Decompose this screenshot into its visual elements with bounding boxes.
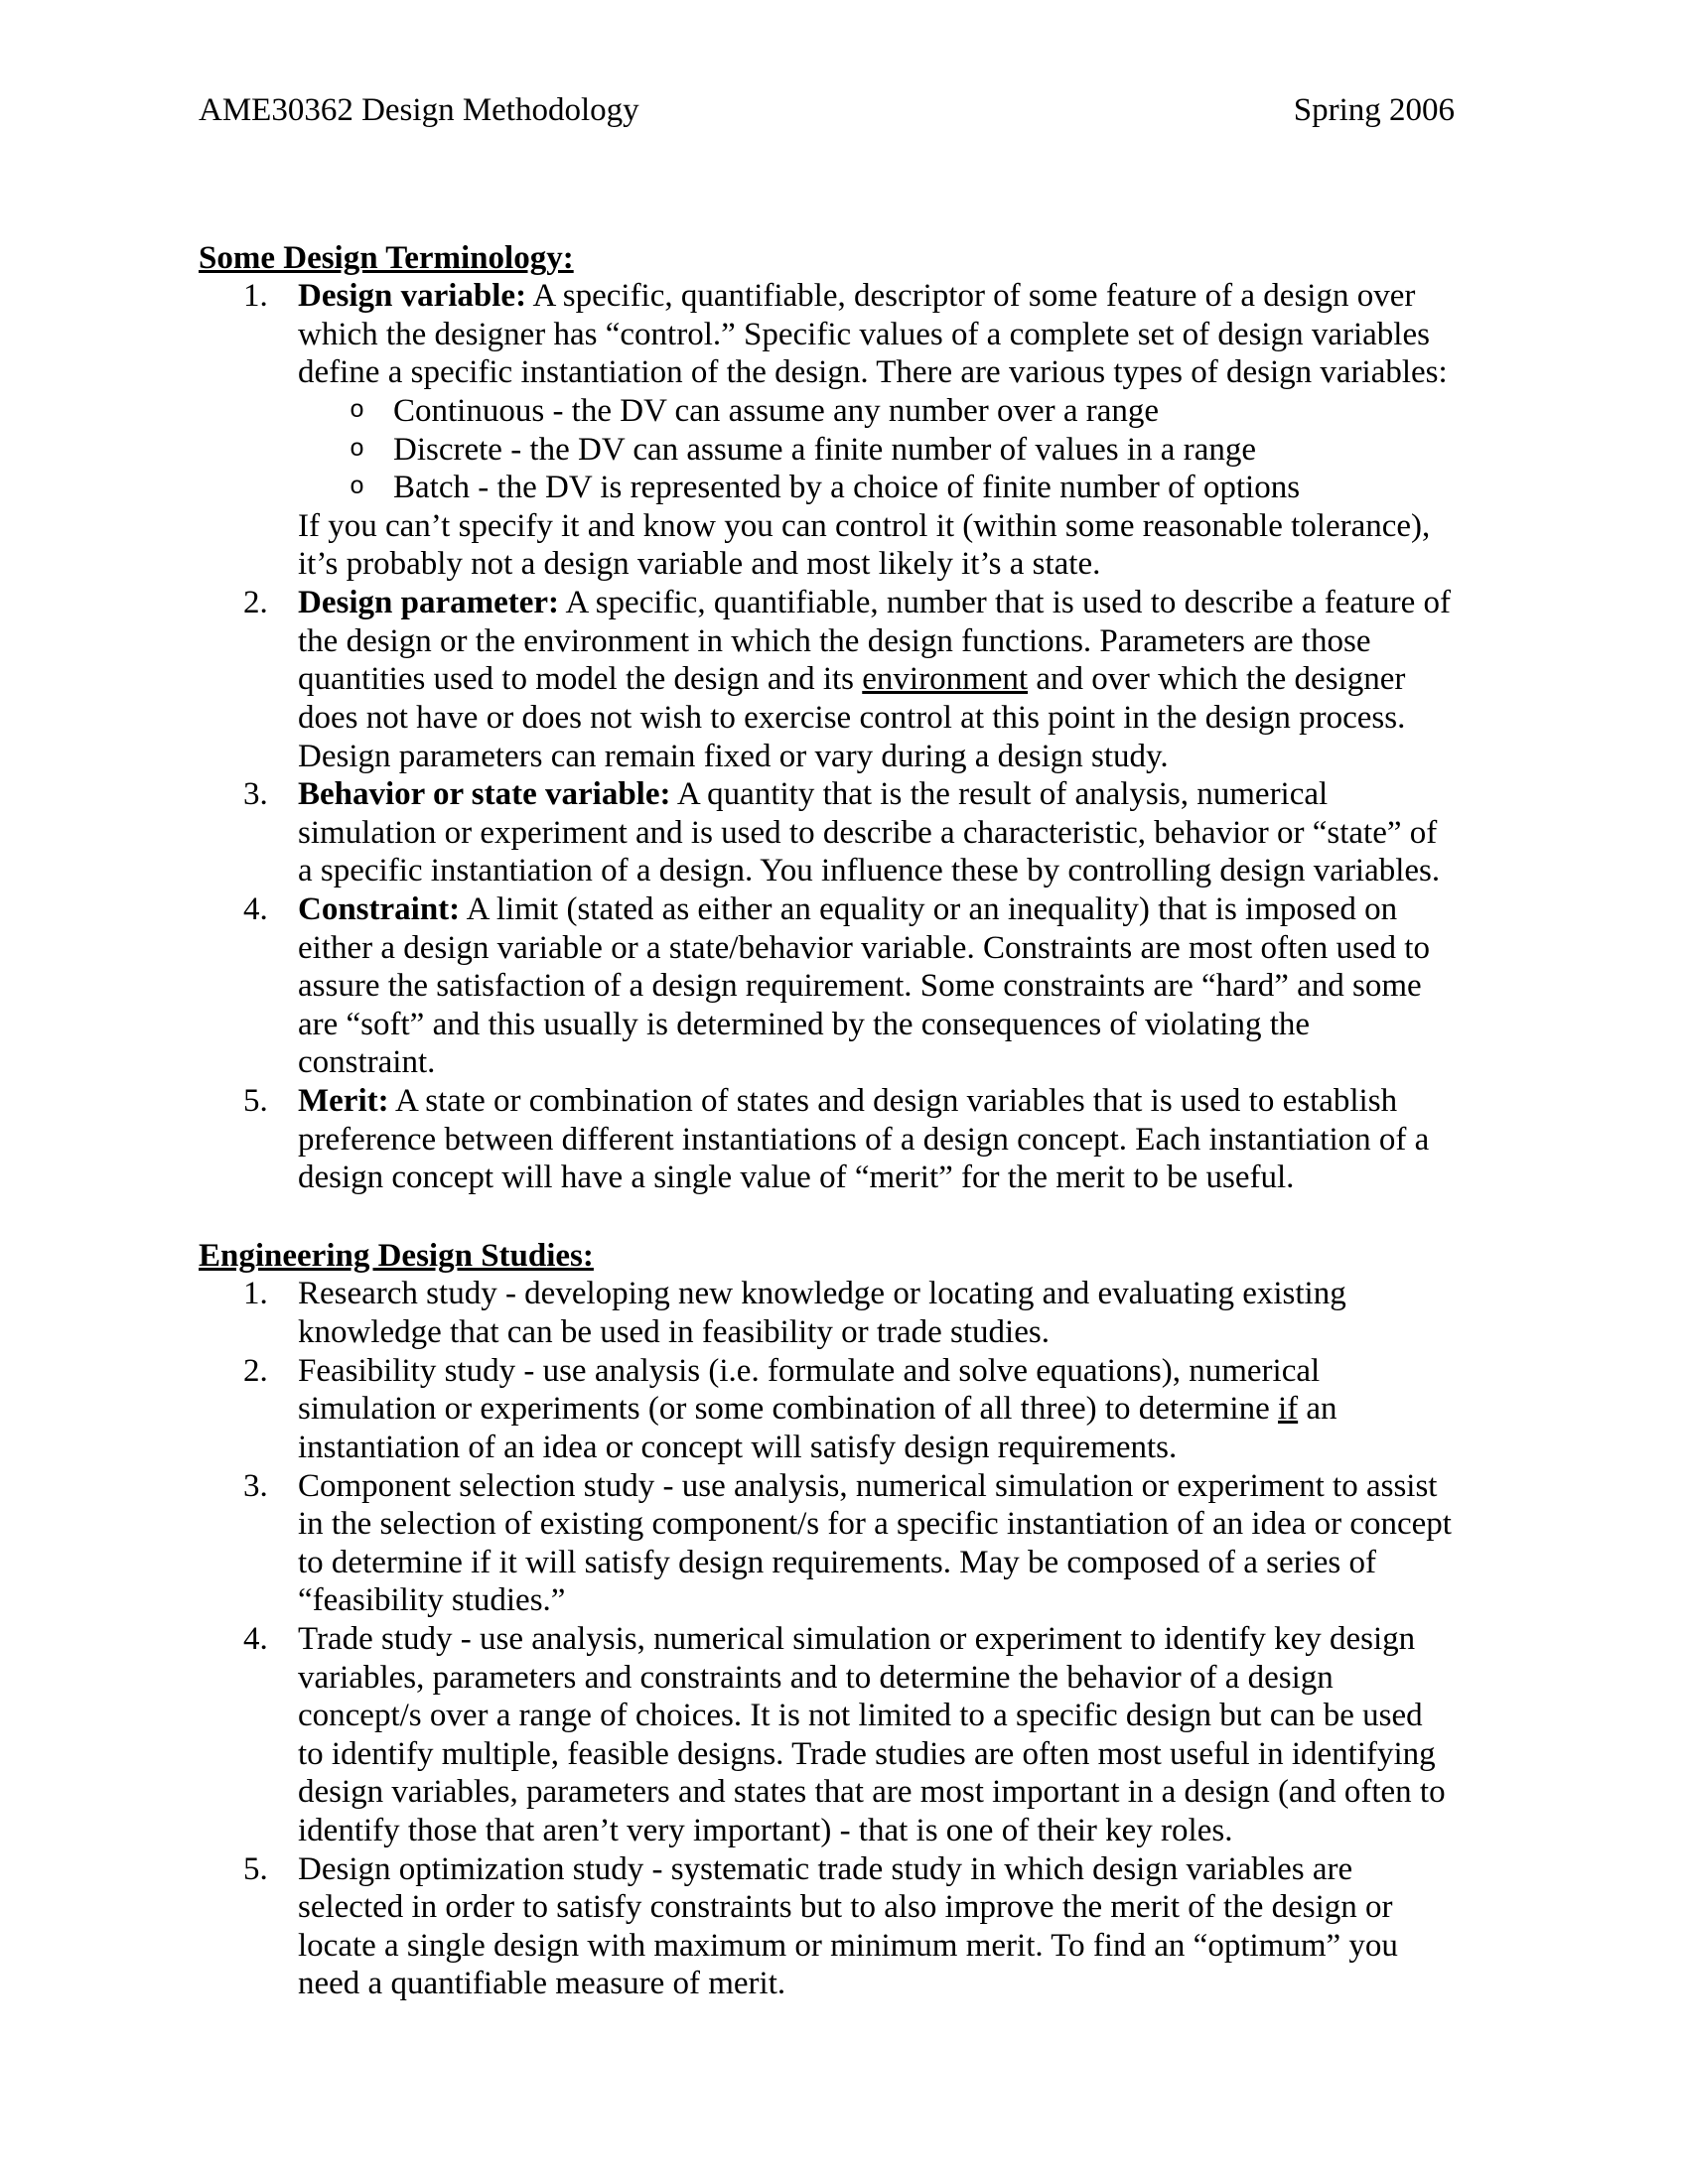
item-body <box>298 584 1455 775</box>
item-paragraph <box>298 1082 1455 1197</box>
item-number: 3. <box>243 776 268 813</box>
item-body <box>298 1082 1455 1197</box>
item-body <box>298 1352 1455 1467</box>
list-item-design-parameter <box>199 584 1455 775</box>
sub-bullet-item <box>298 431 1455 470</box>
list-item-design-optimization-study <box>199 1850 1455 2003</box>
list-item-behavior-state-variable <box>199 775 1455 890</box>
item-number: 4. <box>243 890 268 927</box>
list-item-design-variable <box>199 277 1455 584</box>
item-note: If you can’t specify it and know you can control it (within some reasonable tolerance), it’s probably not a design variable and most likely it’s a state. <box>298 507 1431 583</box>
item-number: 1. <box>243 278 268 315</box>
term-name: Design variable: <box>298 278 527 315</box>
document-header <box>199 91 1455 130</box>
underlined-word: environment <box>862 661 1029 698</box>
item-number: 5. <box>243 1850 268 1887</box>
sub-bullet-item <box>298 469 1455 507</box>
sub-bullet-list <box>298 392 1455 507</box>
term-label: Spring 2006 <box>1293 92 1455 128</box>
item-number: 3. <box>243 1467 268 1504</box>
list-item-trade-study <box>199 1620 1455 1850</box>
list-item-research-study <box>199 1275 1455 1351</box>
term-name: Design parameter: <box>298 585 560 621</box>
item-body <box>298 1850 1455 2003</box>
item-body <box>298 277 1455 584</box>
item-number: 4. <box>243 1620 268 1657</box>
term-definition: A specific, quantifiable, descriptor of some feature of a design over which the designer has “control.” Specific values of a complete set of design variables define a specific instantiation of the design. There are various types of design variables: <box>298 278 1448 391</box>
item-paragraph <box>298 890 1455 1082</box>
term-definition-part-a: A specific, quantifiable, number that is used to describe a feature of the design or the environment in which the design functions. Parameters are those quantities used to model the design and its <box>298 585 1452 698</box>
item-number: 2. <box>243 585 268 621</box>
term-name: Behavior or state variable: <box>298 776 671 813</box>
sub-bullet-text: Discrete - the DV can assume a finite number of values in a range <box>393 431 1256 468</box>
sub-bullet-text: Continuous - the DV can assume any number over a range <box>393 393 1160 430</box>
term-name: Constraint: <box>298 890 461 927</box>
item-paragraph: Research study - developing new knowledge or locating and evaluating existing knowledge that can be used in feasibility or trade studies. <box>298 1276 1346 1351</box>
item-paragraph: Design optimization study - systematic trade study in which design variables are selected in order to satisfy constraints but to also improve the merit of the design or locate a single design with maximum or minimum merit. To find an “optimum” you need a quantifiable measure of merit. <box>298 1850 1398 2002</box>
item-body <box>298 1467 1455 1620</box>
section-heading-terminology: Some Design Terminology: <box>199 239 574 276</box>
term-definition-part-b: and over which the designer does not have or does not wish to exercise control at this point in the design process. Design parameters can remain fixed or vary during a design study. <box>298 661 1406 774</box>
circle-bullet-icon: o <box>350 473 365 502</box>
circle-bullet-icon: o <box>350 396 365 426</box>
item-paragraph <box>298 277 1455 392</box>
study-text-part-a: Feasibility study - use analysis (i.e. formulate and solve equations), numerical simulation or experiments (or some combination of all three) to determine <box>298 1352 1321 1428</box>
item-paragraph <box>298 584 1455 775</box>
item-body <box>298 1620 1455 1850</box>
underlined-word: if <box>1277 1391 1299 1428</box>
study-text-part-b: an instantiation of an idea or concept will satisfy design requirements. <box>298 1391 1337 1465</box>
term-definition: A limit (stated as either an equality or an inequality) that is imposed on either a design variable or a state/behavior variable. Constraints are most often used to assure the satisfaction of a design requirement. Some constraints are “hard” and some are “soft” and this usually is determined by the consequences of violating the constraint. <box>298 890 1430 1081</box>
item-body <box>298 1275 1455 1351</box>
item-body <box>298 890 1455 1082</box>
item-number: 2. <box>243 1352 268 1389</box>
term-definition: A state or combination of states and design variables that is used to establish preference between different instantiations of a design concept. Each instantiation of a design concept will have a single value of “merit” for the merit to be useful. <box>298 1083 1430 1196</box>
list-item-merit <box>199 1082 1455 1197</box>
sub-bullet-text: Batch - the DV is represented by a choice of finite number of options <box>393 470 1301 506</box>
item-number: 5. <box>243 1083 268 1120</box>
term-name: Merit: <box>298 1083 389 1120</box>
list-item-component-selection-study <box>199 1467 1455 1620</box>
item-paragraph: Component selection study - use analysis, numerical simulation or experiment to assist in the selection of existing component/s for a specific instantiation of an idea or concept to determine if it will satisfy design requirements. May be composed of a series of “feasibility studies.” <box>298 1467 1452 1619</box>
terminology-list <box>199 277 1455 1197</box>
sub-bullet-item <box>298 392 1455 431</box>
item-body <box>298 775 1455 890</box>
list-item-constraint <box>199 890 1455 1082</box>
term-definition: A quantity that is the result of analysis, numerical simulation or experiment and is used to describe a characteristic, behavior or “state” of a specific instantiation of a design. You influence these by controlling design variables. <box>298 776 1441 889</box>
circle-bullet-icon: o <box>350 434 365 464</box>
item-paragraph: Trade study - use analysis, numerical simulation or experiment to identify key design variables, parameters and constraints and to determine the behavior of a design concept/s over a range of choices. It is not limited to a specific design but can be used to identify multiple, feasible designs. Trade studies are often most useful in identifying design variables, parameters and states that are most important in a design (and often to identify those that aren’t very important) - that is one of their key roles. <box>298 1620 1446 1848</box>
item-paragraph <box>298 775 1455 890</box>
item-paragraph <box>298 1352 1455 1467</box>
item-number: 1. <box>243 1276 268 1312</box>
studies-list <box>199 1275 1455 2003</box>
list-item-feasibility-study <box>199 1352 1455 1467</box>
course-title: AME30362 Design Methodology <box>199 92 639 128</box>
section-heading-studies: Engineering Design Studies: <box>199 1237 594 1274</box>
